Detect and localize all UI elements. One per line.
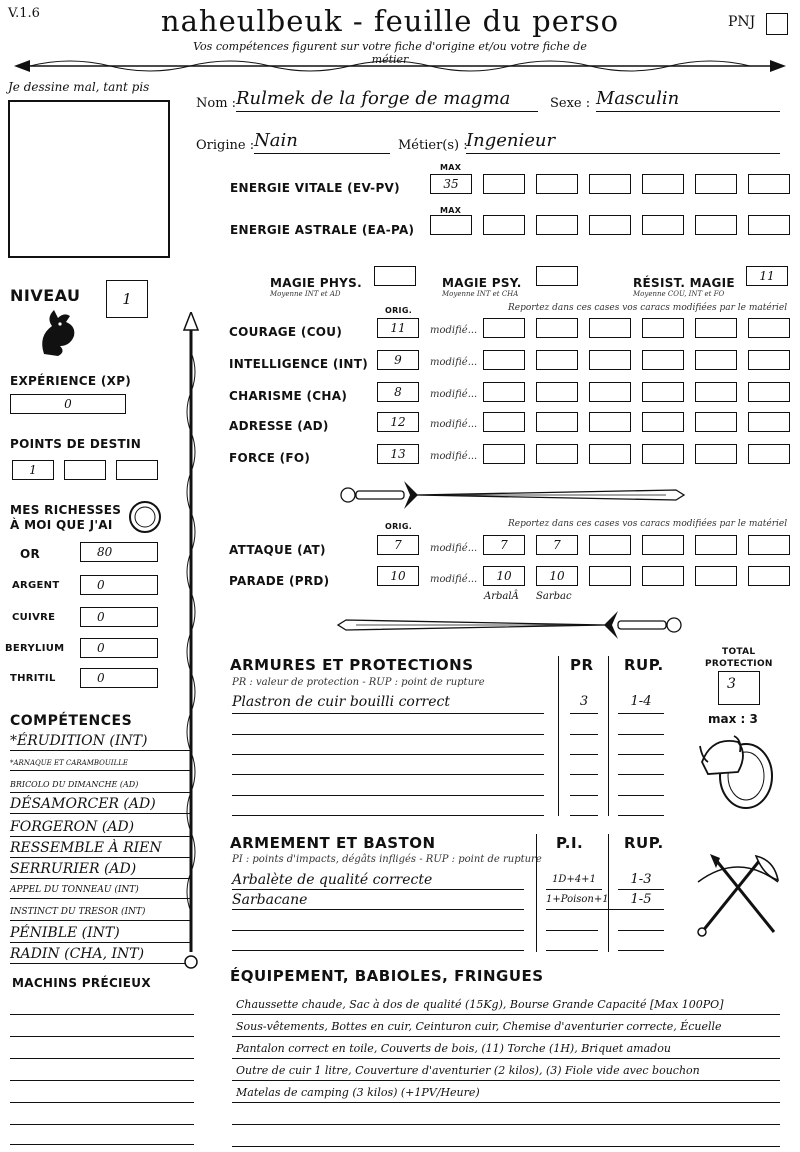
treasure-line[interactable] [10,1058,194,1059]
armor-col-divider [558,656,559,816]
competences-title: COMPÉTENCES [10,713,133,729]
armor-line[interactable] [570,795,598,796]
staff-ornament [178,312,204,972]
ev-cell[interactable] [483,174,525,194]
resist-magie-input[interactable]: 11 [746,266,788,286]
stat-mod-cell[interactable] [483,382,525,402]
attaque-mod-cell[interactable] [695,535,737,555]
armor-line[interactable] [618,795,664,796]
pnj-checkbox[interactable] [766,13,788,35]
stat-mod-cell[interactable] [642,412,684,432]
courage-modifie-label: modifié... [430,325,478,336]
weapon-line[interactable] [618,950,664,951]
ev-cell[interactable] [748,174,790,194]
berylium-input[interactable]: 0 [80,638,158,658]
skill-item[interactable]: APPEL DU TONNEAU (INT) [10,886,192,899]
weapons-subtitle: PI : points d'impacts, dégâts infligés - RUP : point de rupture [232,854,542,865]
stat-mod-cell[interactable] [483,444,525,464]
helmet-shield-icon [696,726,780,812]
pnj-label: PNJ [728,14,756,30]
ea-max-label: MAX [440,206,462,215]
stat-mod-cell[interactable] [642,382,684,402]
adresse-label: ADRESSE (AD) [229,419,329,433]
portrait-caption: Je dessine mal, tant pis [8,80,150,94]
destin-label: POINTS DE DESTIN [10,437,142,451]
niveau-input[interactable]: 1 [106,280,148,318]
sexe-label: Sexe : [550,96,591,111]
stat-mod-cell[interactable] [589,382,631,402]
armor-col-divider [608,656,609,816]
equipment-line[interactable]: Pantalon correct en toile, Couverts de bois, (11) Torche (1H), Briquet amadou [232,1038,780,1059]
stat-mod-cell[interactable] [589,412,631,432]
experience-input[interactable]: 0 [10,394,126,414]
ev-cell[interactable] [536,174,578,194]
nom-label: Nom : [196,96,237,111]
stat-mod-cell[interactable] [695,444,737,464]
attaque-mod-cell[interactable] [642,535,684,555]
treasure-line[interactable] [10,1014,194,1015]
equipment-line-empty[interactable] [232,1146,780,1147]
courage-orig-input[interactable]: 11 [377,318,419,338]
magie-psy-label: MAGIE PSY. [442,276,522,290]
skill-item[interactable]: FORGERON (AD) [10,820,192,837]
intelligence-orig-input[interactable]: 9 [377,350,419,370]
thritil-input[interactable]: 0 [80,668,158,688]
stat-mod-cell[interactable] [748,444,790,464]
weapons-col-rup: RUP. [624,834,664,852]
armor-line[interactable] [618,774,664,775]
stat-mod-cell[interactable] [589,318,631,338]
attaque-label: ATTAQUE (AT) [229,543,326,557]
stat-mod-cell[interactable] [483,318,525,338]
stat-mod-cell[interactable] [642,318,684,338]
treasure-line[interactable] [10,1144,194,1145]
cuivre-input[interactable]: 0 [80,607,158,627]
stat-mod-cell[interactable] [536,412,578,432]
weapon-note-1: ArbalÂ [484,591,519,602]
armor-line[interactable] [570,815,598,816]
stat-mod-cell[interactable] [695,318,737,338]
ea-cell[interactable] [695,215,737,235]
equipment-line[interactable]: Matelas de camping (3 kilos) (+1PV/Heure) [232,1082,780,1103]
armor-pr-field[interactable]: 3 [570,694,598,714]
armor-line[interactable] [618,754,664,755]
weapon-rup-field[interactable]: 1-5 [618,892,664,910]
ev-label: ENERGIE VITALE (EV-PV) [230,181,400,195]
dragon-icon [34,304,80,360]
skill-item[interactable]: RESSEMBLE À RIEN [10,841,192,858]
parade-mod-cell[interactable] [642,566,684,586]
ev-cell[interactable] [695,174,737,194]
stat-mod-cell[interactable] [536,382,578,402]
armor-title: ARMURES ET PROTECTIONS [230,656,474,674]
charisme-modifie-label: modifié... [430,389,478,400]
weapons-col-pi: P.I. [556,834,584,852]
stat-mod-cell[interactable] [536,444,578,464]
parade-mod-cell[interactable]: 10 [536,566,578,586]
parade-orig-input[interactable]: 10 [377,566,419,586]
armor-line[interactable] [570,774,598,775]
stat-mod-cell[interactable] [642,350,684,370]
weapon-line[interactable] [232,930,524,931]
adresse-orig-input[interactable]: 12 [377,412,419,432]
parade-label: PARADE (PRD) [229,574,330,588]
armor-name-field[interactable]: Plastron de cuir bouilli correct [232,694,544,714]
armor-line[interactable] [570,754,598,755]
equipment-line[interactable] [232,1104,780,1125]
berylium-label: BERYLIUM [5,643,65,654]
attaque-mod-cell[interactable] [748,535,790,555]
treasure-line[interactable] [10,1102,194,1103]
total-protection-input[interactable]: 3 [718,671,760,705]
magie-phys-note: Moyenne INT et AD [270,290,341,298]
header-ornament [0,54,800,78]
stats-note: Reportez dans ces cases vos caracs modifiées par le matériel [508,303,788,313]
attaque-mod-cell[interactable]: 7 [483,535,525,555]
stat-mod-cell[interactable] [695,350,737,370]
experience-label: EXPÉRIENCE (XP) [10,374,132,388]
origine-field[interactable]: Nain [254,130,390,154]
courage-label: COURAGE (COU) [229,325,343,339]
thritil-label: THRITIL [10,673,56,684]
skill-item[interactable]: RADIN (CHA, INT) [10,947,192,964]
destin-input-1[interactable]: 1 [12,460,54,480]
destin-input-2[interactable] [64,460,106,480]
crossed-weapons-icon [690,852,786,938]
argent-input[interactable]: 0 [80,575,158,595]
sword-icon [336,478,686,512]
intelligence-label: INTELLIGENCE (INT) [229,357,368,371]
parade-mod-cell[interactable] [695,566,737,586]
armor-line[interactable] [232,734,544,735]
magie-phys-label: MAGIE PHYS. [270,276,362,290]
force-modifie-label: modifié... [430,451,478,462]
armor-subtitle: PR : valeur de protection - RUP : point de rupture [232,677,485,688]
sheet-title: naheulbeuk - feuille du perso [160,4,620,38]
equipment-line[interactable]: Chaussette chaude, Sac à dos de qualité (15Kg), Bourse Grande Capacité [Max 100PO] [232,994,780,1015]
origine-label: Origine : [196,138,255,153]
weapon-line[interactable] [232,950,524,951]
combat-note: Reportez dans ces cases vos caracs modifiées par le matériel [508,519,788,529]
stat-mod-cell[interactable] [695,382,737,402]
armor-line[interactable] [618,815,664,816]
destin-input-3[interactable] [116,460,158,480]
metier-field[interactable]: Ingenieur [466,130,780,154]
resist-magie-label: RÉSIST. MAGIE [633,276,735,290]
total-protection-label-2: PROTECTION [705,659,773,669]
weapon-rup-field[interactable]: 1-3 [618,872,664,890]
armor-line[interactable] [232,815,544,816]
parade-mod-cell[interactable] [748,566,790,586]
ea-cell[interactable] [536,215,578,235]
intelligence-modifie-label: modifié... [430,357,478,368]
ev-cell[interactable] [589,174,631,194]
adresse-modifie-label: modifié... [430,419,478,430]
ea-cell[interactable] [589,215,631,235]
stat-mod-cell[interactable] [642,444,684,464]
skill-item[interactable]: BRICOLO DU DIMANCHE (AD) [10,781,192,793]
ea-max-input[interactable] [430,215,472,235]
ea-cell[interactable] [483,215,525,235]
machins-precieux-title: MACHINS PRÉCIEUX [12,976,151,990]
argent-label: ARGENT [12,580,60,591]
attaque-modifie-label: modifié... [430,543,478,554]
equipment-title: ÉQUIPEMENT, BABIOLES, FRINGUES [230,967,544,985]
armor-line[interactable] [232,754,544,755]
max-protection-note: max : 3 [708,712,758,726]
ev-cell[interactable] [642,174,684,194]
weapons-col-divider [536,834,537,952]
stat-mod-cell[interactable] [589,444,631,464]
force-label: FORCE (FO) [229,451,311,465]
metier-label: Métier(s) : [398,138,468,153]
armor-col-pr: PR [570,656,594,674]
force-orig-input[interactable]: 13 [377,444,419,464]
skill-item[interactable]: *ÉRUDITION (INT) [10,734,192,751]
weapon-pi-field[interactable]: 1D+4+1 [546,874,602,890]
skill-item[interactable]: PÉNIBLE (INT) [10,926,192,943]
or-label: OR [20,547,41,561]
skill-item[interactable]: INSTINCT DU TRESOR (INT) [10,908,192,921]
weapon-note-2: Sarbac [536,591,572,602]
armor-line[interactable] [618,734,664,735]
cuivre-label: CUIVRE [12,612,56,623]
weapon-line[interactable] [618,930,664,931]
coin-icon [128,500,162,534]
stat-mod-cell[interactable] [748,412,790,432]
parade-mod-cell[interactable] [589,566,631,586]
ea-cell[interactable] [748,215,790,235]
stat-mod-cell[interactable] [748,382,790,402]
stat-mod-cell[interactable] [695,412,737,432]
treasure-line[interactable] [10,1080,194,1081]
weapon-line[interactable] [546,930,598,931]
stat-mod-cell[interactable] [748,350,790,370]
stats-orig-label: ORIG. [385,306,413,315]
attaque-mod-cell[interactable] [589,535,631,555]
portrait-frame[interactable] [8,100,170,258]
stat-mod-cell[interactable] [536,350,578,370]
armor-line[interactable] [232,774,544,775]
total-protection-label-1: TOTAL [722,647,756,657]
version-label: V.1.6 [8,6,40,21]
ea-cell[interactable] [642,215,684,235]
treasure-line[interactable] [10,1036,194,1037]
armor-col-rup: RUP. [624,656,664,674]
magie-psy-input[interactable] [536,266,578,286]
or-input[interactable]: 80 [80,542,158,562]
ev-max-label: MAX [440,163,462,172]
equipment-line[interactable]: Outre de cuir 1 litre, Couverture d'aventurier (2 kilos), (3) Fiole vide avec bouchon [232,1060,780,1081]
attaque-mod-cell[interactable]: 7 [536,535,578,555]
skill-item[interactable]: *ARNAQUE ET CARAMBOUILLE [10,760,192,771]
ea-label: ENERGIE ASTRALE (EA-PA) [230,223,415,237]
weapons-title: ARMEMENT ET BASTON [230,834,436,852]
resist-magie-note: Moyenne COU, INT et FO [633,290,725,298]
armor-line[interactable] [570,734,598,735]
armor-line[interactable] [232,795,544,796]
weapon-pi-field[interactable]: 1+Poison+1 [546,894,618,910]
parade-modifie-label: modifié... [430,574,478,585]
stat-mod-cell[interactable] [536,318,578,338]
magie-psy-note: Moyenne INT et CHA [442,290,519,298]
armor-rup-field[interactable]: 1-4 [618,694,664,714]
skill-item[interactable]: DÉSAMORCER (AD) [10,797,192,814]
sexe-field[interactable]: Masculin [596,88,780,112]
sword-icon [336,608,686,642]
richesses-label-1: MES RICHESSES [10,503,122,517]
equipment-line[interactable]: Sous-vêtements, Bottes en cuir, Ceinturon cuir, Chemise d'aventurier correcte, Écuelle [232,1016,780,1037]
weapon-name-field[interactable]: Arbalète de qualité correcte [232,872,524,890]
weapons-col-divider [608,834,609,952]
weapon-line[interactable] [546,950,598,951]
charisme-label: CHARISME (CHA) [229,389,348,403]
stat-mod-cell[interactable] [589,350,631,370]
parade-mod-cell[interactable]: 10 [483,566,525,586]
combat-orig-label: ORIG. [385,522,413,531]
stat-mod-cell[interactable] [483,412,525,432]
nom-field[interactable]: Rulmek de la forge de magma [236,88,538,112]
charisme-orig-input[interactable]: 8 [377,382,419,402]
treasure-line[interactable] [10,1124,194,1125]
stat-mod-cell[interactable] [483,350,525,370]
richesses-label-2: À MOI QUE J'AI [10,518,113,532]
stat-mod-cell[interactable] [748,318,790,338]
weapon-name-field[interactable]: Sarbacane [232,892,524,910]
ev-max-input[interactable]: 35 [430,174,472,194]
attaque-orig-input[interactable]: 7 [377,535,419,555]
sheet-subtitle: Vos compétences figurent sur votre fiche d'origine et/ou votre fiche de métier [193,40,587,66]
niveau-label: NIVEAU [10,286,81,305]
skill-item[interactable]: SERRURIER (AD) [10,862,192,879]
magie-phys-input[interactable] [374,266,416,286]
